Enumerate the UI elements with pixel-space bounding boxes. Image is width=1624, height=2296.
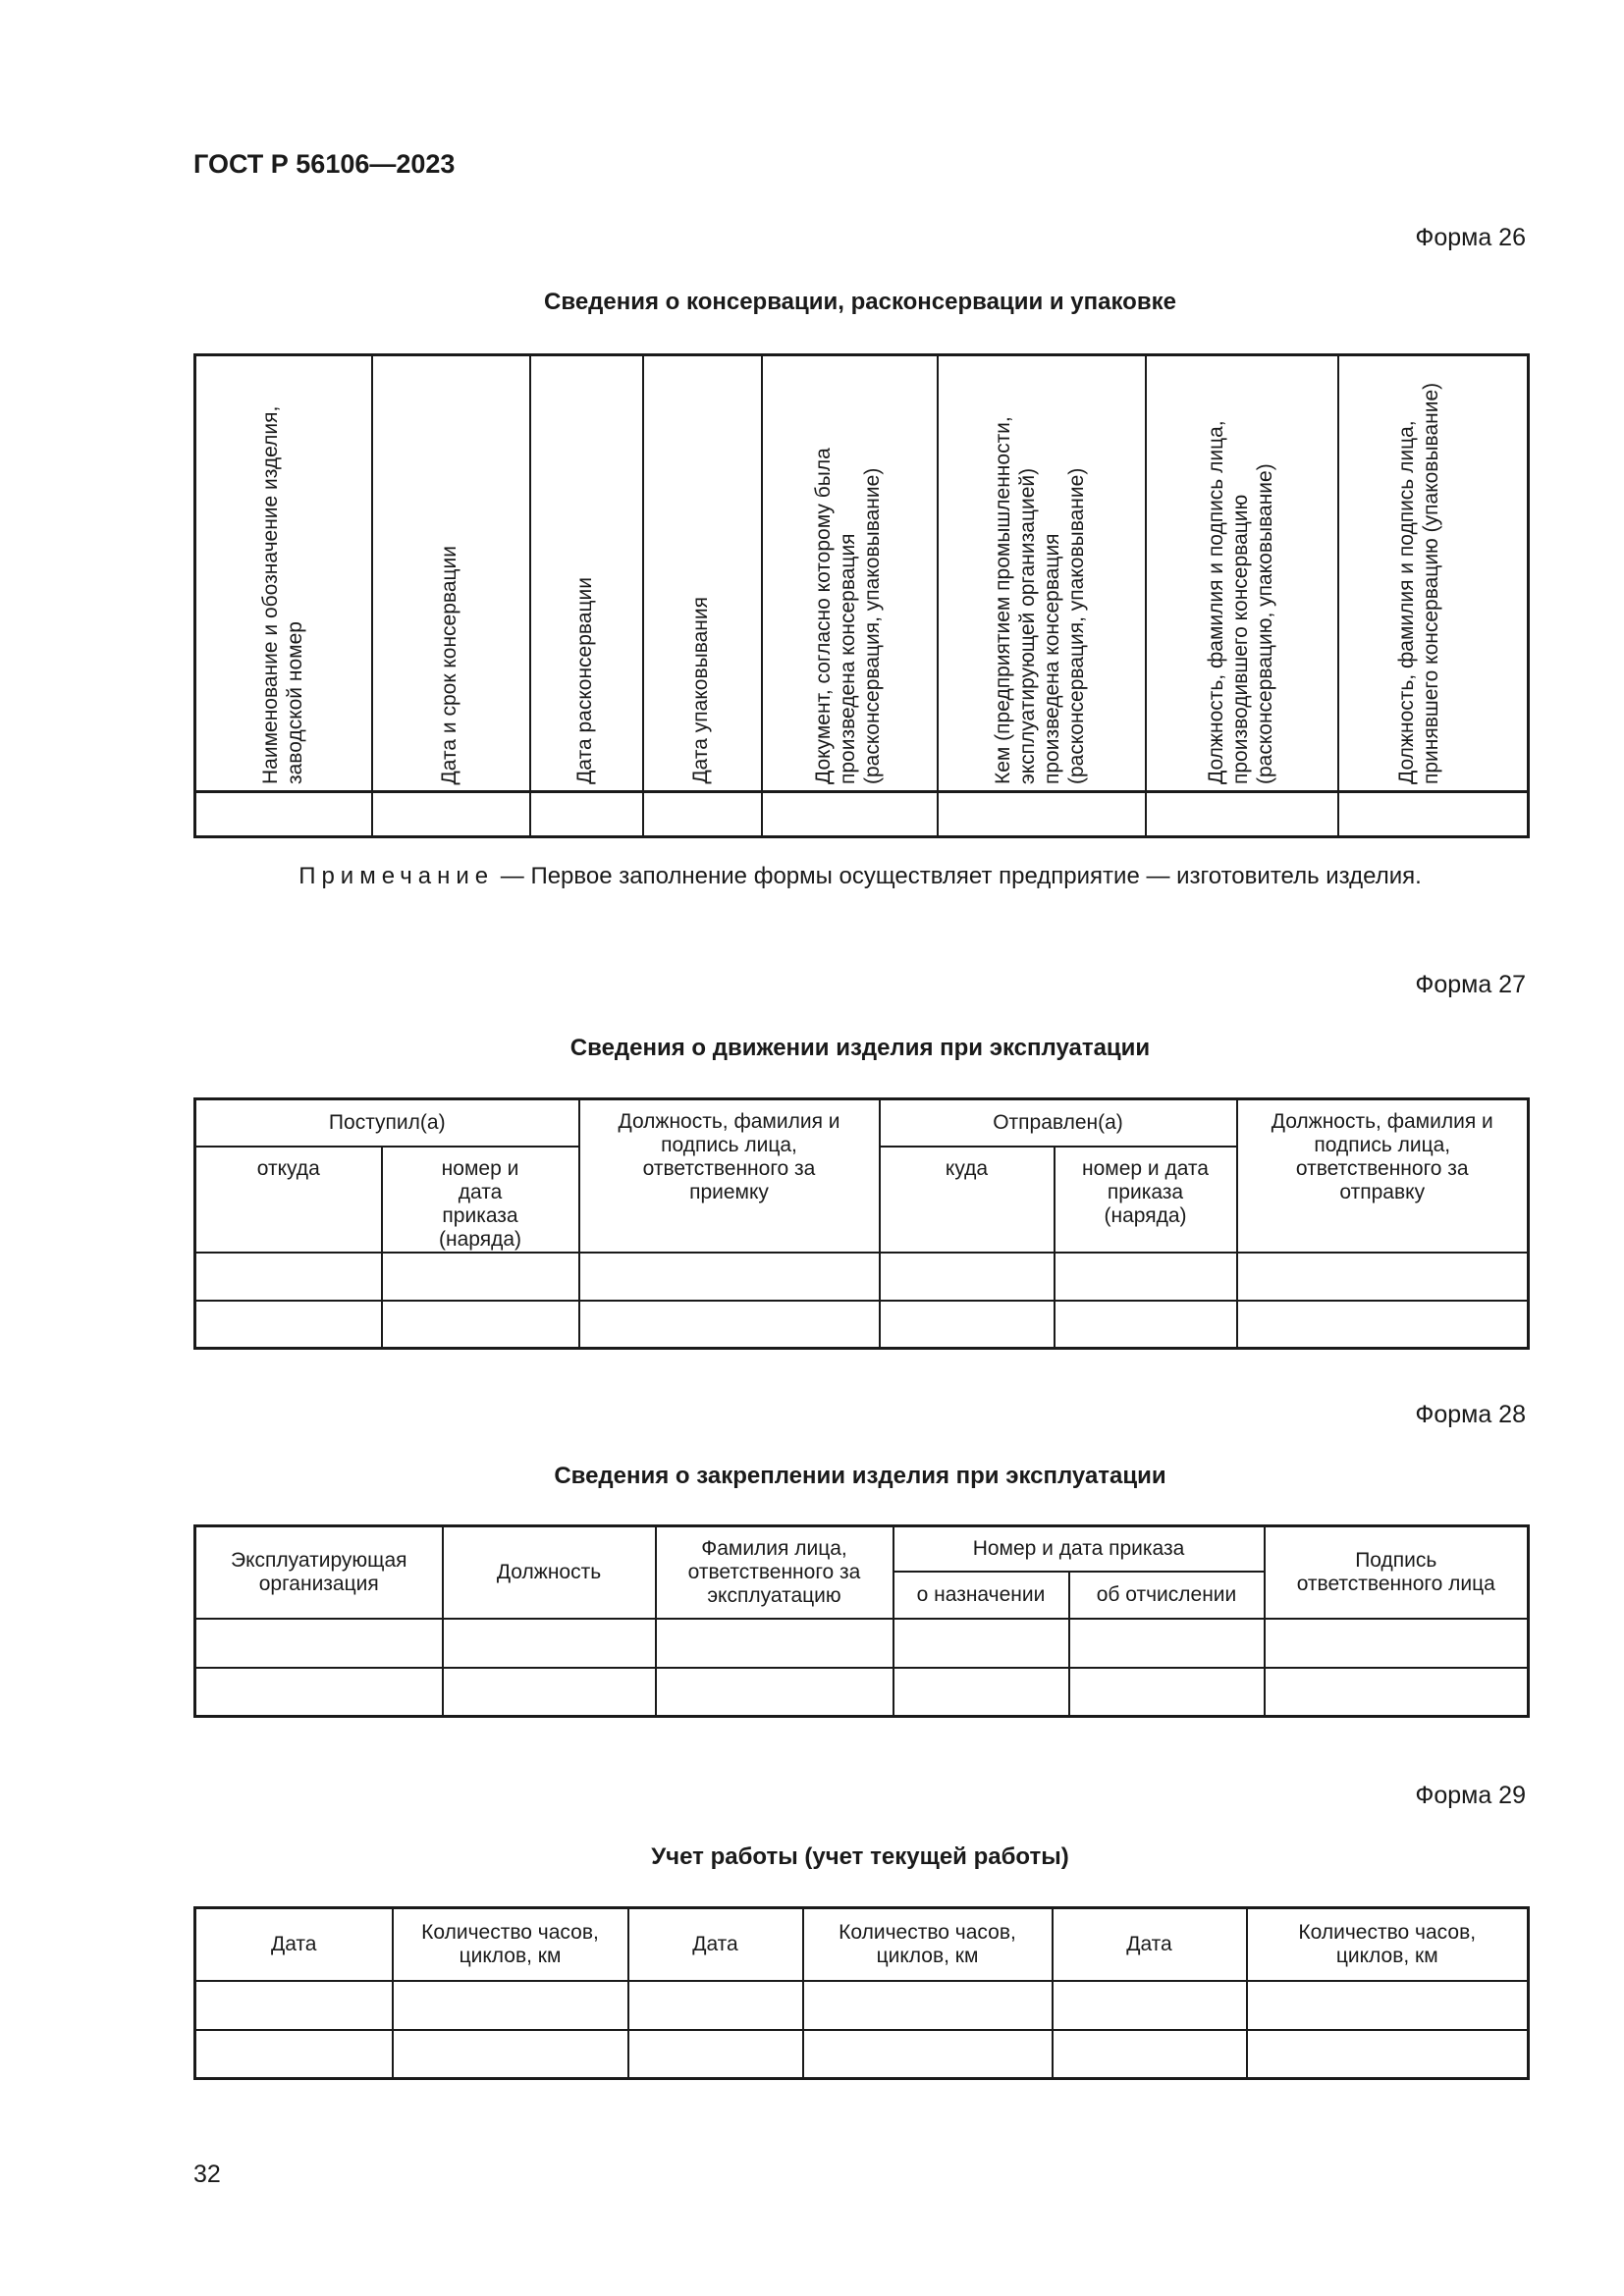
empty-cell[interactable]: [1237, 1253, 1529, 1301]
empty-cell[interactable]: [1265, 1668, 1529, 1717]
empty-cell[interactable]: [1055, 1253, 1237, 1301]
empty-cell[interactable]: [393, 2030, 628, 2079]
form26-header-cell: [762, 355, 938, 792]
form27-title: Сведения о движении изделия при эксплуатации: [569, 1035, 1151, 1061]
form29-title: Учет работы (учет текущей работы): [651, 1843, 1069, 1870]
form26-col-document: Документ, согласно которому была произведена консервация (расконсервация, упаковывание): [812, 448, 884, 784]
empty-cell[interactable]: [195, 792, 372, 837]
form29-date-header-3: Дата: [1053, 1908, 1247, 1981]
empty-cell[interactable]: [443, 1668, 656, 1717]
form27-order-header-1: номер и дата приказа (наряда): [382, 1147, 579, 1253]
form26-header-cell: [1146, 355, 1338, 792]
form26-label: Форма 26: [1415, 224, 1526, 251]
table-row: [195, 2030, 1529, 2079]
table-row: [195, 1253, 1529, 1301]
empty-cell[interactable]: [1237, 1301, 1529, 1349]
empty-cell[interactable]: [579, 1253, 880, 1301]
form28-title: Сведения о закреплении изделия при эксплуатации: [554, 1463, 1166, 1489]
form28-org-header: Эксплуатирующая организация: [195, 1526, 443, 1619]
empty-cell[interactable]: [372, 792, 530, 837]
table-row: [195, 792, 1529, 837]
empty-cell[interactable]: [195, 1668, 443, 1717]
form26-header-cell: [643, 355, 762, 792]
table-row: [195, 1668, 1529, 1717]
form27-received-header: Поступил(а): [195, 1099, 579, 1147]
table-row: [195, 1619, 1529, 1668]
empty-cell[interactable]: [656, 1668, 893, 1717]
empty-cell[interactable]: [195, 1619, 443, 1668]
empty-cell[interactable]: [393, 1981, 628, 2030]
empty-cell[interactable]: [195, 2030, 393, 2079]
empty-cell[interactable]: [382, 1301, 579, 1349]
form27-dispatch-responsible-header: Должность, фамилия и подпись лица, ответственного за отправку: [1237, 1099, 1529, 1253]
form27-to-header: куда: [880, 1147, 1055, 1253]
empty-cell[interactable]: [1069, 1619, 1265, 1668]
note-label: Примечание: [298, 863, 495, 889]
form28-dismiss-header: об отчислении: [1069, 1572, 1265, 1619]
form26-col-name: Наименование и обозначение изделия, заводской номер: [258, 405, 306, 784]
empty-cell[interactable]: [803, 2030, 1053, 2079]
table-row: [195, 1981, 1529, 2030]
empty-cell[interactable]: [938, 792, 1146, 837]
note-text: — Первое заполнение формы осуществляет предприятие — изготовитель изделия.: [494, 863, 1422, 889]
form26-col-conservation-date: Дата и срок консервации: [438, 545, 460, 784]
empty-cell[interactable]: [803, 1981, 1053, 2030]
form26-header-cell: [195, 355, 372, 792]
empty-cell[interactable]: [628, 2030, 803, 2079]
empty-cell[interactable]: [893, 1668, 1069, 1717]
empty-cell[interactable]: [1146, 792, 1338, 837]
form28-label: Форма 28: [1415, 1401, 1526, 1428]
form28-signature-header: Подпись ответственного лица: [1265, 1526, 1529, 1619]
empty-cell[interactable]: [1338, 792, 1529, 837]
empty-cell[interactable]: [643, 792, 762, 837]
empty-cell[interactable]: [1055, 1301, 1237, 1349]
empty-cell[interactable]: [530, 792, 643, 837]
form26-col-packing-date: Дата упаковывания: [689, 597, 712, 784]
form26-col-acceptor-signature: Должность, фамилия и подпись лица, принявшего консервацию (упаковывание): [1395, 382, 1443, 784]
empty-cell[interactable]: [1247, 1981, 1529, 2030]
form27-sent-header: Отправлен(а): [880, 1099, 1237, 1147]
empty-cell[interactable]: [628, 1981, 803, 2030]
form28-order-header: Номер и дата приказа: [893, 1526, 1265, 1572]
form27-table: [193, 1097, 1530, 1350]
empty-cell[interactable]: [1247, 2030, 1529, 2079]
empty-cell[interactable]: [443, 1619, 656, 1668]
empty-cell[interactable]: [195, 1981, 393, 2030]
form26-col-performed-by: Кем (предприятием промышленности, эксплуатирующей организацией) произведена консервация (расконсервация, упаковывание): [991, 416, 1088, 784]
form28-position-header: Должность: [443, 1526, 656, 1619]
form29-hours-header-3: Количество часов, циклов, км: [1247, 1908, 1529, 1981]
empty-cell[interactable]: [762, 792, 938, 837]
empty-cell[interactable]: [195, 1253, 382, 1301]
form29-date-header-1: Дата: [195, 1908, 393, 1981]
empty-cell[interactable]: [880, 1301, 1055, 1349]
form26-col-performer-signature: Должность, фамилия и подпись лица, производившего консервацию (расконсервацию, упаковывание): [1204, 420, 1276, 784]
empty-cell[interactable]: [1053, 2030, 1247, 2079]
form26-header-cell: [372, 355, 530, 792]
form29-date-header-2: Дата: [628, 1908, 803, 1981]
form26-header-cell: [938, 355, 1146, 792]
empty-cell[interactable]: [1053, 1981, 1247, 2030]
form29-table: [193, 1906, 1530, 2080]
form28-table: [193, 1524, 1530, 1718]
form26-note: [193, 863, 1527, 890]
form26-col-reconservation-date: Дата расконсервации: [573, 577, 596, 784]
empty-cell[interactable]: [880, 1253, 1055, 1301]
page-number: 32: [193, 2161, 221, 2188]
form29-hours-header-2: Количество часов, циклов, км: [803, 1908, 1053, 1981]
form27-order-header-2: номер и дата приказа (наряда): [1055, 1147, 1237, 1253]
empty-cell[interactable]: [579, 1301, 880, 1349]
form27-label: Форма 27: [1415, 971, 1526, 998]
empty-cell[interactable]: [195, 1301, 382, 1349]
empty-cell[interactable]: [893, 1619, 1069, 1668]
form29-hours-header-1: Количество часов, циклов, км: [393, 1908, 628, 1981]
empty-cell[interactable]: [382, 1253, 579, 1301]
document-standard-code: ГОСТ Р 56106—2023: [193, 149, 456, 179]
form26-title: Сведения о консервации, расконсервации и упаковке: [544, 289, 1176, 315]
form28-assign-header: о назначении: [893, 1572, 1069, 1619]
form29-label: Форма 29: [1415, 1782, 1526, 1809]
form26-header-cell: [530, 355, 643, 792]
form27-from-header: откуда: [195, 1147, 382, 1253]
form26-table: [193, 353, 1530, 838]
empty-cell[interactable]: [656, 1619, 893, 1668]
empty-cell[interactable]: [1069, 1668, 1265, 1717]
form27-receipt-responsible-header: Должность, фамилия и подпись лица, ответственного за приемку: [579, 1099, 880, 1253]
form26-header-cell: [1338, 355, 1529, 792]
empty-cell[interactable]: [1265, 1619, 1529, 1668]
table-row: [195, 1301, 1529, 1349]
form28-surname-header: Фамилия лица, ответственного за эксплуатацию: [656, 1526, 893, 1619]
